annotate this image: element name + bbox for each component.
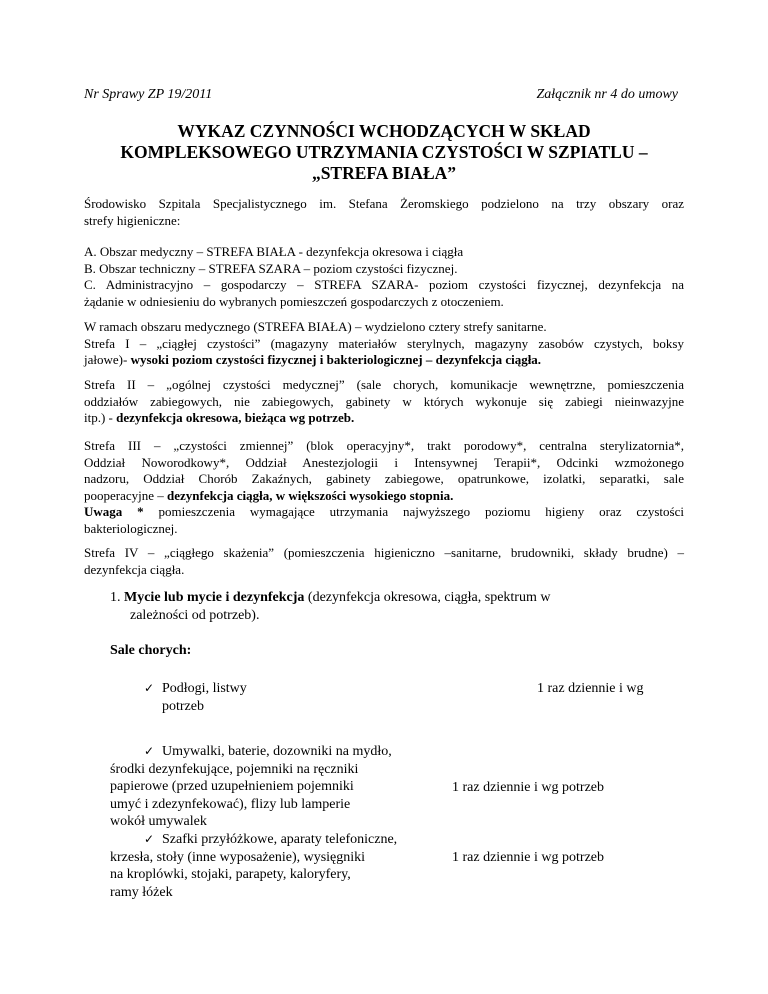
- check-icon: ✓: [144, 681, 155, 695]
- intro-line-2: strefy higieniczne:: [84, 212, 181, 228]
- zone4-paragraph: [84, 545, 684, 578]
- zone4-line-1: Strefa IV – „ciągłego skażenia” (pomieszczenia higieniczno –sanitarne, brudowniki, składy brudne) –: [84, 545, 684, 560]
- zone3-note-line-1: Uwaga * pomieszczenia wymagające utrzymania najwyższego poziomu higieny oraz czystości: [84, 504, 684, 520]
- zone3-line-3: nadzoru, Oddział Chorób Zakaźnych, gabinety zabiegowe, opatrunkowe, izolatki, separatki, sale: [84, 471, 684, 487]
- zone1-line-1: Strefa I – „ciągłej czystości” (magazyny materiałów sterylnych, magazyny zasobów czystych, boksy: [84, 335, 684, 351]
- list-item-line-2: zależności od potrzeb).: [130, 608, 260, 623]
- zone2-line-2: oddziałów zabiegowych, nie zabiegowych, gabinety w których wykonuje się zabiegi nieinwazyjne: [84, 393, 684, 409]
- zone3-line-2: Oddział Noworodkowy*, Oddział Anestezjologii i Intensywnej Terapii*, Odcinki wzmożonego: [84, 454, 684, 470]
- zones-intro-paragraph: [84, 319, 684, 369]
- zone3-note-line-2: bakteriologicznej.: [84, 520, 178, 536]
- list-number: 1.: [110, 590, 121, 605]
- area-c-line-1: C. Administracyjno – gospodarczy – STREFA SZARA- poziom czystości fizycznej, dezynfekcja na: [84, 277, 684, 293]
- zone3-line-1: Strefa III – „czystości zmiennej” (blok operacyjny*, trakt porodowy*, centralna sterylizatornia*,: [84, 438, 684, 453]
- zone1-emphasis: wysoki poziom czystości fizycznej i bakteriologicznej – dezynfekcja ciągła.: [130, 352, 542, 368]
- area-a: A. Obszar medyczny – STREFA BIAŁA - dezynfekcja okresowa i ciągła: [84, 244, 464, 259]
- zone3-line-4: pooperacyjne – dezynfekcja ciągła, w większości wysokiego stopnia.: [84, 487, 454, 503]
- zone2-line-3: itp.) - dezynfekcja okresowa, bieżąca wg potrzeb.: [84, 410, 355, 426]
- cleaning-item-sinks: ✓ Umywalki, baterie, dozowniki na mydło, środki dezynfekujące, pojemniki na ręczniki papierowe (przed uzupełnieniem pojemniki umyć i zdezynfekować), flizy lub lamperie wokół umywalek: [110, 744, 392, 829]
- case-number: Nr Sprawy ZP 19/2011: [84, 87, 213, 102]
- zone3-emphasis: dezynfekcja ciągła, w większości wysokiego stopnia.: [167, 487, 454, 503]
- numbered-list-item: 1. Mycie lub mycie i dezynfekcja (dezynfekcja okresowa, ciągła, spektrum w zależności od potrzeb).: [110, 589, 684, 625]
- note-label: Uwaga *: [84, 504, 144, 520]
- zone4-line-2: dezynfekcja ciągła.: [84, 561, 185, 577]
- check-icon: ✓: [144, 832, 155, 846]
- attachment-label: Załącznik nr 4 do umowy: [536, 87, 678, 102]
- frequency-floors: 1 raz dziennie i wg: [537, 681, 644, 696]
- zone3-paragraph: [84, 438, 684, 538]
- frequency-sinks: 1 raz dziennie i wg potrzeb: [452, 780, 604, 795]
- check-icon: ✓: [144, 744, 155, 758]
- cleaning-item-floors: ✓ Podłogi, listwy potrzeb: [144, 681, 247, 714]
- title-line-1: WYKAZ CZYNNOŚCI WCHODZĄCYCH W SKŁAD: [177, 121, 591, 141]
- zones-intro-line-1: W ramach obszaru medycznego (STREFA BIAŁA) – wydzielono cztery strefy sanitarne.: [84, 319, 547, 334]
- intro-paragraph: [84, 196, 684, 229]
- title-line-3: „STREFA BIAŁA”: [311, 163, 457, 183]
- document-title: [84, 121, 684, 184]
- area-b: B. Obszar techniczny – STREFA SZARA – poziom czystości fizycznej.: [84, 260, 458, 276]
- list-item-title: Mycie lub mycie i dezynfekcja: [124, 590, 305, 605]
- title-line-2: KOMPLEKSOWEGO UTRZYMANIA CZYSTOŚCI W SZPIATLU –: [120, 142, 648, 162]
- cleaning-item-furniture: ✓ Szafki przyłóżkowe, aparaty telefoniczne, krzesła, stoły (inne wyposażenie), wysięgniki na kroplówki, stojaki, parapety, kaloryfery, ramy łóżek: [110, 832, 398, 900]
- zone2-emphasis: dezynfekcja okresowa, bieżąca wg potrzeb.: [116, 410, 355, 426]
- areas-paragraph: [84, 244, 684, 310]
- intro-line-1: Środowisko Szpitala Specjalistycznego im. Stefana Żeromskiego podzielono na trzy obszary oraz: [84, 196, 684, 211]
- section-heading-patient-rooms: Sale chorych:: [110, 643, 192, 658]
- zone1-line-2: jałowe)- wysoki poziom czystości fizycznej i bakteriologicznej – dezynfekcja ciągła.: [84, 352, 542, 368]
- zone2-paragraph: [84, 377, 684, 427]
- area-c-line-2: żądanie w odniesieniu do wybranych pomieszczeń gospodarczych z otoczeniem.: [84, 293, 504, 309]
- zone2-line-1: Strefa II – „ogólnej czystości medycznej” (sale chorych, komunikacje wewnętrzne, pomieszczenia: [84, 377, 684, 392]
- frequency-furniture: 1 raz dziennie i wg potrzeb: [452, 850, 604, 865]
